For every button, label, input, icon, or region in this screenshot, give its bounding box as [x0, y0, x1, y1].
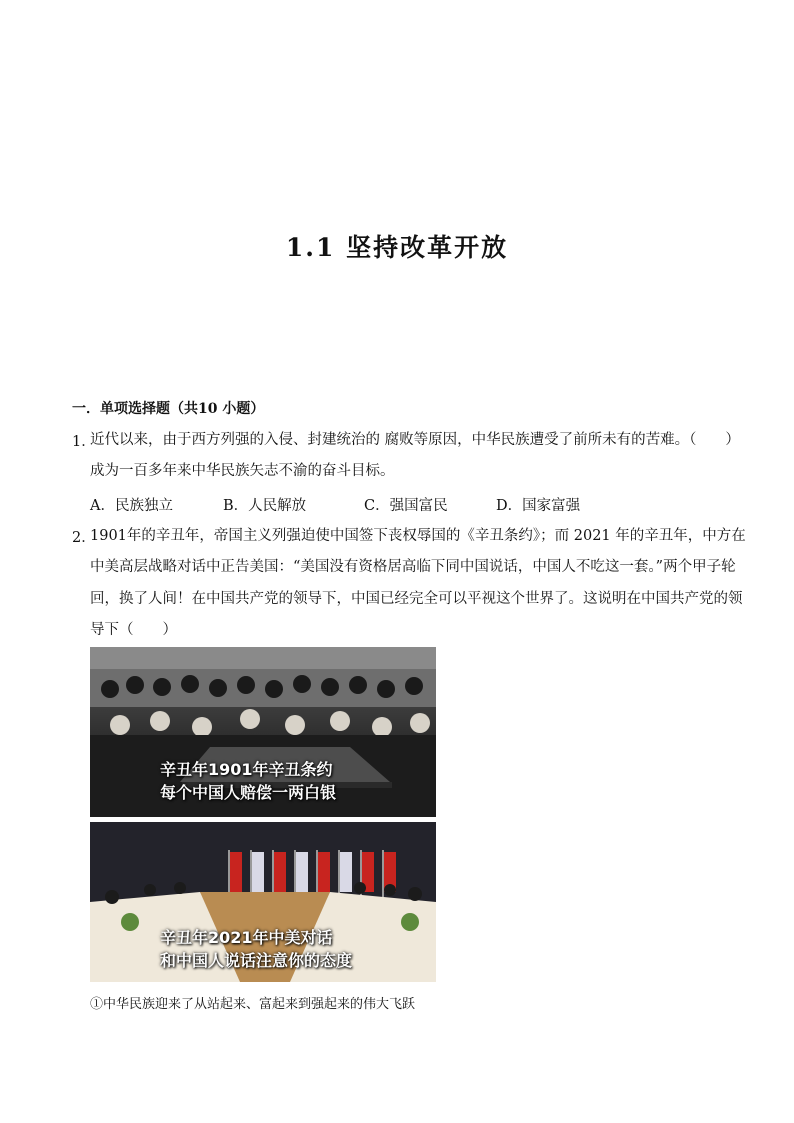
photo-2-caption-line-2: 和中国人说话注意你的态度 [160, 951, 353, 970]
question-2-line-3: 回，换了人间！在中国共产党的领导下，中国已经完全可以平视这个世界了。这说明在中国共产党的领 [90, 591, 743, 607]
question-2-line-4: 导下（ ） [90, 622, 177, 638]
option-c: C．强国富民 [364, 498, 448, 514]
photo-1-caption-line-2: 每个中国人赔偿一两白银 [160, 783, 337, 802]
question-1-line-1: 近代以来，由于西方列强的入侵、封建统治的 腐败等原因，中华民族遭受了前所未有的苦难。（ ） [90, 432, 740, 448]
statement-1: ①中华民族迎来了从站起来、富起来到强起来的伟大飞跃 [90, 997, 416, 1012]
option-d: D．国家富强 [496, 498, 581, 514]
photo-1-caption-line-1: 辛丑年1901年辛丑条约 [160, 760, 333, 779]
photo-2021-dialogue [90, 822, 436, 982]
option-a: A．民族独立 [90, 498, 173, 514]
question-2-line-1: 1901年的辛丑年，帝国主义列强迫使中国签下丧权辱国的《辛丑条约》；而 2021 年的辛丑年，中方在 [90, 528, 746, 544]
photo-2-caption-line-1: 辛丑年2021年中美对话 [160, 928, 333, 947]
question-2-line-2: 中美高层战略对话中正告美国：“美国没有资格居高临下同中国说话，中国人不吃这一套。”两个甲子轮 [90, 559, 736, 575]
option-b: B．人民解放 [223, 498, 307, 514]
question-1-number: 1． [72, 434, 96, 450]
question-1-line-2: 成为一百多年来中华民族矢志不渝的奋斗目标。 [90, 463, 395, 479]
question-2-number: 2． [72, 530, 96, 546]
page-title: 1.1 坚持改革开放 [285, 233, 509, 262]
photo-1901-treaty [90, 647, 436, 817]
section-heading: 一．单项选择题（共10 小题） [72, 401, 265, 417]
